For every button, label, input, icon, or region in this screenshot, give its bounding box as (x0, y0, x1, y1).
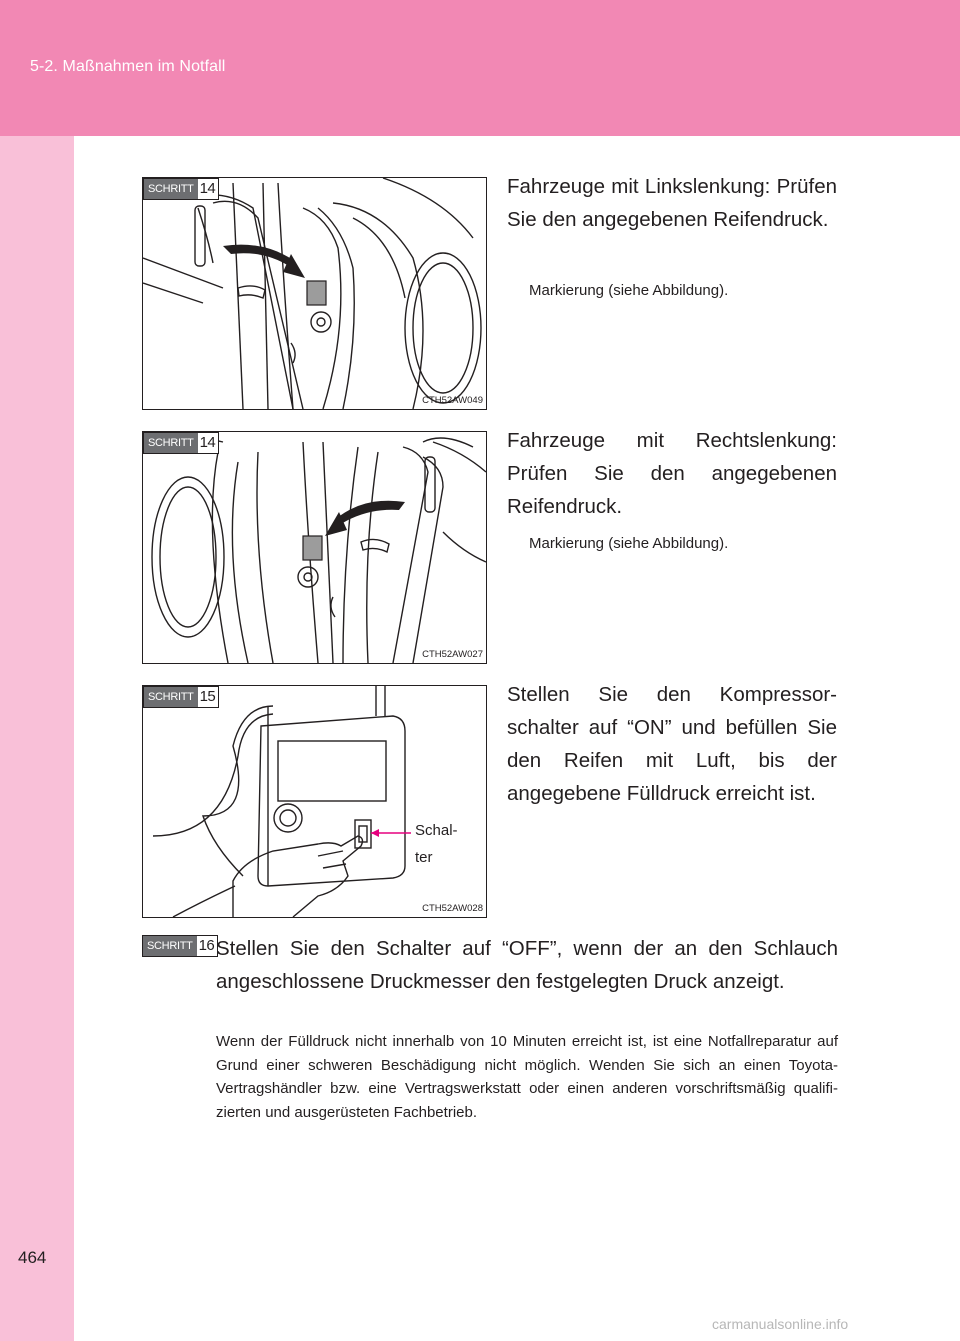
figure-code: CTH52AW049 (422, 395, 483, 406)
figure-rhd-door (142, 431, 487, 664)
step-badge (143, 178, 219, 200)
switch-callout-line1: Schal- (415, 822, 458, 839)
step-badge-word: SCHRITT (144, 687, 198, 707)
side-band (0, 136, 74, 1341)
step-16-text: Stellen Sie den Schalter auf “OFF”, wenn der an den Schlauch angeschlossene Druckmesser den festgelegten Druck anzeigt. (216, 937, 838, 993)
door-jamb-illustration-mirrored (143, 432, 486, 663)
step-badge (143, 432, 219, 454)
step-badge-word: SCHRITT (144, 433, 198, 453)
figure-code: CTH52AW027 (422, 649, 483, 660)
figure-lhd-door (142, 177, 487, 410)
step-badge-word: SCHRITT (144, 179, 198, 199)
step-badge (143, 686, 219, 708)
step-badge-number: 15 (199, 688, 216, 705)
step-14-lhd-subtext: Markierung (siehe Abbildung). (529, 282, 729, 299)
step-badge (142, 935, 218, 957)
section-title: 5-2. Maßnahmen im Notfall (30, 58, 226, 75)
step-badge-number: 16 (198, 937, 215, 954)
step-badge-word: SCHRITT (143, 936, 197, 956)
step-15-text: Stellen Sie den Kompressor-schalter auf “ON” und befüllen Sie den Reifen mit Luft, bis der angegebene Fülldruck erreicht ist. (507, 683, 837, 805)
step-14-rhd-text: Fahrzeuge mit Rechtslenkung: Prüfen Sie den angegebenen Reifendruck. (507, 429, 837, 518)
figure-compressor (142, 685, 487, 918)
step-16-note: Wenn der Fülldruck nicht innerhalb von 10 Minuten erreicht ist, ist eine Notfallreparatur auf Grund einer schweren Beschädigung nicht möglich. Wenden Sie sich an einen Toyota-Vertragshändler bzw. eine Vertragswerkstatt oder einen anderen vorschriftsmäßig qualifi-zierten und ausgerüsteten Fachbetrieb. (216, 1033, 838, 1121)
step-14-rhd-subtext: Markierung (siehe Abbildung). (529, 535, 729, 552)
switch-callout-line2: ter (415, 849, 433, 866)
step-badge-number: 14 (199, 180, 216, 197)
door-jamb-illustration (143, 178, 486, 409)
watermark: carmanualsonline.info (712, 1316, 849, 1332)
compressor-illustration (143, 686, 486, 917)
step-14-lhd-text: Fahrzeuge mit Linkslenkung: Prüfen Sie den angegebenen Reifendruck. (507, 175, 837, 231)
figure-code: CTH52AW028 (422, 903, 483, 914)
page-number: 464 (18, 1248, 47, 1267)
step-badge-number: 14 (199, 434, 216, 451)
